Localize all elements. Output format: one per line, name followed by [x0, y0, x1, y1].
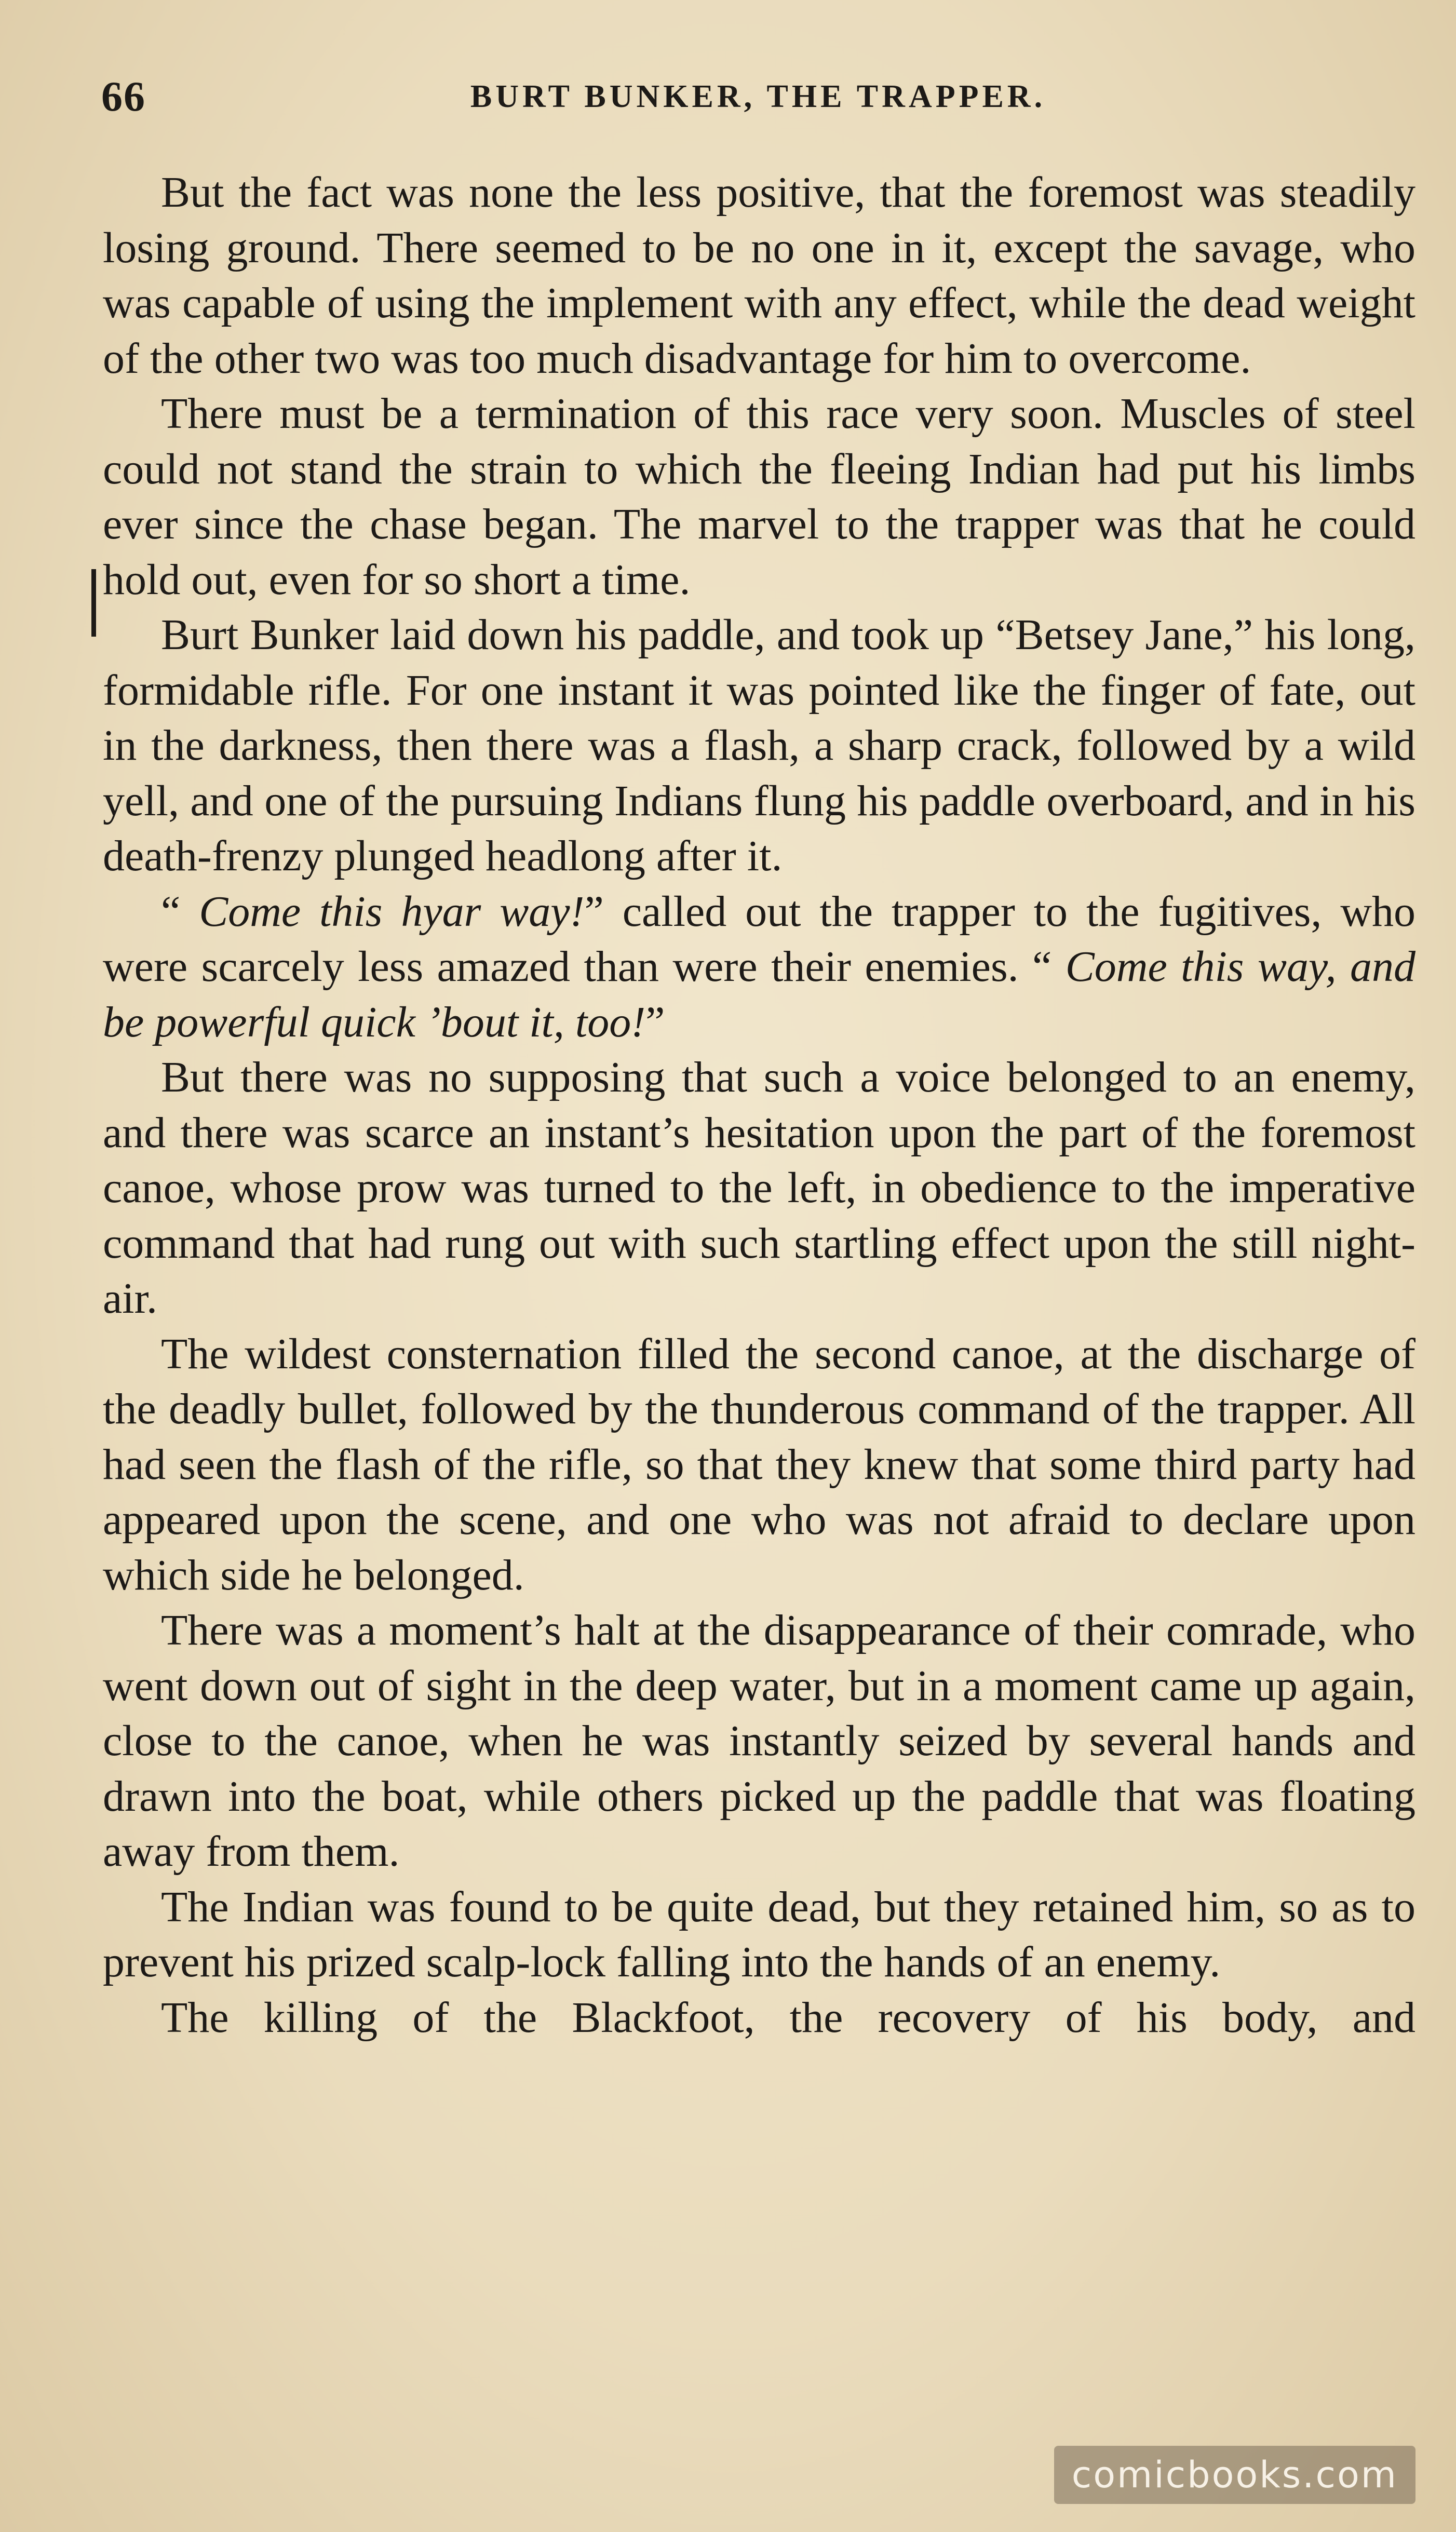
body-text: [103, 165, 1415, 2045]
watermark: comicbooks.com: [1054, 2446, 1415, 2504]
quote-italic: Come this hyar way!: [199, 887, 585, 936]
dialogue-paragraph: “ Come this hyar way!” called out the trapper to the fugitives, who were scarcely less amazed than were their enemies. “ Come this way, and be powerful quick ’bout it, too!”: [103, 887, 1416, 1046]
page-header: [101, 65, 1415, 128]
paragraph: The wildest consternation filled the second canoe, at the discharge of the deadly bullet, followed by the thunderous command of the trapper. All had seen the flash of the rifle, so that they knew that some third party had appeared upon the scene, and one who was not afraid to declare upon which side he belonged.: [103, 1329, 1415, 1599]
running-title: BURT BUNKER, THE TRAPPER.: [470, 79, 1046, 114]
paragraph: But the fact was none the less positive, that the foremost was steadily losing ground. There seemed to be no one in it, except the savage, who was capable of using the implement with any effect, while the dead weight of the other two was too much disadvantage for him to overcome.: [103, 168, 1415, 383]
continued-paragraph: The killing of the Blackfoot, the recovery of his body, and: [161, 1993, 1415, 2042]
paragraph: But there was no supposing that such a voice belonged to an enemy, and there was scarce an instant’s hesitation upon the part of the foremost canoe, whose prow was turned to the left, in obedience to the imperative command that had rung out with such startling effect upon the still night-air.: [103, 1053, 1415, 1323]
paragraph: There was a moment’s halt at the disappearance of their comrade, who went down out of sight in the deep water, but in a moment came up again, close to the canoe, when he was instantly seized by several hands and drawn into the boat, while others picked up the paddle that was floating away from them.: [103, 1606, 1415, 1876]
dialogue-narration: called out the trapper to the fugitives, who were scarcely less amazed than were their enemies.: [103, 887, 1416, 991]
paragraph: Burt Bunker laid down his paddle, and took up “Betsey Jane,” his long, formidable rifle. For one instant it was pointed like the finger of fate, out in the darkness, then there was a flash, a sharp crack, followed by a wild yell, and one of the pursuing Indians flung his paddle overboard, and in his death-frenzy plunged headlong after it.: [103, 611, 1415, 880]
page-number: 66: [101, 73, 146, 120]
quote-italic: Come this way, and be powerful quick ’bout it, too!: [103, 942, 1415, 1046]
margin-mark: [91, 569, 96, 637]
paragraph: There must be a termination of this race very soon. Muscles of steel could not stand the strain to which the fleeing Indian had put his limbs ever since the chase began. The marvel to the trapper was that he could hold out, even for so short a time.: [103, 389, 1415, 604]
paragraph: The Indian was found to be quite dead, but they retained him, so as to prevent his prized scalp-lock falling into the hands of an enemy.: [103, 1882, 1415, 1986]
